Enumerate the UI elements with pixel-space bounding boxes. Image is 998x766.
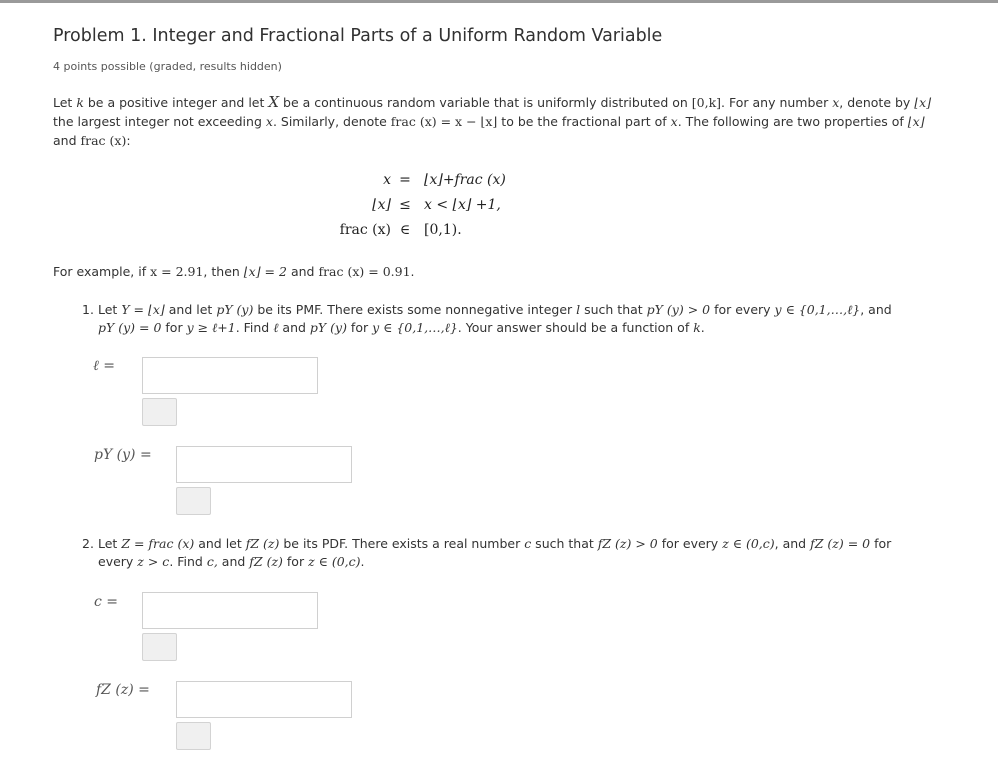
py-input[interactable] bbox=[176, 446, 352, 483]
ell-label: ℓ = bbox=[93, 358, 116, 374]
equation-rhs: x < ⌊x⌋ +1, bbox=[424, 197, 501, 213]
math: Y = ⌊x⌋ bbox=[121, 302, 165, 317]
math: l bbox=[576, 302, 581, 317]
text: such that bbox=[580, 302, 647, 317]
equation-lhs: ⌊x⌋ bbox=[372, 197, 391, 213]
math-interval: [0,k] bbox=[691, 95, 722, 110]
math: k bbox=[693, 320, 701, 335]
text: such that bbox=[531, 536, 598, 551]
math: fZ (z) > 0 bbox=[597, 536, 658, 551]
question-2-line-1 bbox=[82, 535, 962, 553]
intro-line-2 bbox=[53, 112, 953, 131]
equation-relation: ≤ bbox=[399, 197, 411, 213]
math: fZ (z) bbox=[245, 536, 280, 551]
ell-preview-button[interactable] bbox=[142, 398, 177, 426]
math: ⌊x⌋ = 2 bbox=[243, 264, 287, 279]
math-frac-x: frac (x) bbox=[80, 133, 127, 148]
question-1-line-2 bbox=[98, 319, 978, 337]
math: c, bbox=[206, 554, 218, 569]
math: fZ (z) = 0 bbox=[810, 536, 871, 551]
math-x: x bbox=[670, 114, 678, 129]
text: . Your answer should be a function of bbox=[457, 320, 694, 335]
top-border bbox=[0, 0, 998, 3]
text: , denote by bbox=[839, 95, 915, 110]
ell-input[interactable] bbox=[142, 357, 318, 394]
math: c bbox=[524, 536, 532, 551]
text: . bbox=[360, 554, 365, 569]
text: . Similarly, denote bbox=[272, 114, 391, 129]
text: . Find bbox=[235, 320, 274, 335]
text: for bbox=[870, 536, 892, 551]
math: z ∈ (0,c) bbox=[308, 554, 361, 569]
text: be a positive integer and let bbox=[83, 95, 269, 110]
math: y ≥ ℓ+1 bbox=[186, 320, 236, 335]
math: Z = frac (x) bbox=[121, 536, 195, 551]
text: Let bbox=[98, 536, 122, 551]
math-k: k bbox=[76, 95, 84, 110]
text: , then bbox=[203, 264, 244, 279]
text: For example, if bbox=[53, 264, 151, 279]
text: . The following are two properties of bbox=[677, 114, 908, 129]
intro-line-3 bbox=[53, 131, 953, 150]
math-floor-x: ⌊x⌋ bbox=[914, 95, 932, 110]
text: . For any number bbox=[721, 95, 833, 110]
equation-lhs: x bbox=[383, 172, 391, 188]
text: and bbox=[286, 264, 319, 279]
math-x: x bbox=[832, 95, 840, 110]
equation-rhs: [0,1). bbox=[424, 222, 462, 238]
text: , and bbox=[860, 302, 892, 317]
fz-label: fZ (z) = bbox=[96, 682, 150, 698]
text: and bbox=[217, 554, 250, 569]
math: x = 2.91 bbox=[150, 264, 204, 279]
question-number: 1. bbox=[82, 302, 94, 317]
c-preview-button[interactable] bbox=[142, 633, 177, 661]
question-1-line-1 bbox=[82, 301, 962, 319]
question-number: 2. bbox=[82, 536, 94, 551]
fz-preview-button[interactable] bbox=[176, 722, 211, 750]
text: : bbox=[126, 133, 131, 148]
text: be its PDF. There exists a real number bbox=[279, 536, 525, 551]
intro-paragraph bbox=[53, 93, 953, 150]
equation-relation: = bbox=[399, 172, 411, 188]
math: pY (y) = 0 bbox=[98, 320, 162, 335]
c-input[interactable] bbox=[142, 592, 318, 629]
math: frac (x) = 0.91 bbox=[318, 264, 411, 279]
text: the largest integer not exceeding bbox=[53, 114, 266, 129]
points-info: 4 points possible (graded, results hidden) bbox=[53, 60, 282, 73]
math: pY (y) > 0 bbox=[646, 302, 711, 317]
text: to be the fractional part of bbox=[497, 114, 671, 129]
math: y ∈ {0,1,…,ℓ} bbox=[774, 302, 861, 317]
problem-title: Problem 1. Integer and Fractional Parts of a Uniform Random Variable bbox=[53, 26, 663, 46]
py-preview-button[interactable] bbox=[176, 487, 211, 515]
text: . bbox=[410, 264, 415, 279]
text: for every bbox=[710, 302, 775, 317]
text: , and bbox=[774, 536, 811, 551]
text: . Find bbox=[169, 554, 207, 569]
math: ℓ bbox=[273, 320, 279, 335]
text: and let bbox=[194, 536, 246, 551]
equation-rhs: ⌊x⌋+frac (x) bbox=[424, 172, 506, 188]
text: be a continuous random variable that is uniformly distributed on bbox=[279, 95, 692, 110]
equation-relation: ∈ bbox=[399, 222, 411, 238]
math-frac-def: frac (x) = x − ⌊x⌋ bbox=[390, 114, 498, 129]
math: z > c bbox=[137, 554, 170, 569]
text: for bbox=[346, 320, 373, 335]
text: be its PMF. There exists some nonnegative integer bbox=[253, 302, 577, 317]
math: pY (y) bbox=[216, 302, 254, 317]
text: every bbox=[98, 554, 138, 569]
text: for every bbox=[657, 536, 723, 551]
math: y ∈ {0,1,…,ℓ} bbox=[372, 320, 458, 335]
math-floor-x: ⌊x⌋ bbox=[907, 114, 925, 129]
text: and bbox=[53, 133, 81, 148]
example-line bbox=[53, 262, 953, 281]
text: . bbox=[700, 320, 705, 335]
math-x: x bbox=[265, 114, 273, 129]
math-X: X bbox=[268, 93, 280, 111]
math: fZ (z) bbox=[249, 554, 283, 569]
question-2-line-2 bbox=[98, 553, 978, 571]
fz-input[interactable] bbox=[176, 681, 352, 718]
text: and bbox=[278, 320, 310, 335]
math: pY (y) bbox=[309, 320, 347, 335]
text: Let bbox=[53, 95, 77, 110]
text: Let bbox=[98, 302, 122, 317]
intro-line-1 bbox=[53, 93, 953, 112]
py-label: pY (y) = bbox=[94, 447, 152, 463]
equation-lhs: frac (x) bbox=[339, 222, 391, 238]
text: for bbox=[282, 554, 309, 569]
c-label: c = bbox=[94, 594, 119, 610]
text: for bbox=[161, 320, 187, 335]
math: z ∈ (0,c) bbox=[722, 536, 775, 551]
text: and let bbox=[164, 302, 217, 317]
